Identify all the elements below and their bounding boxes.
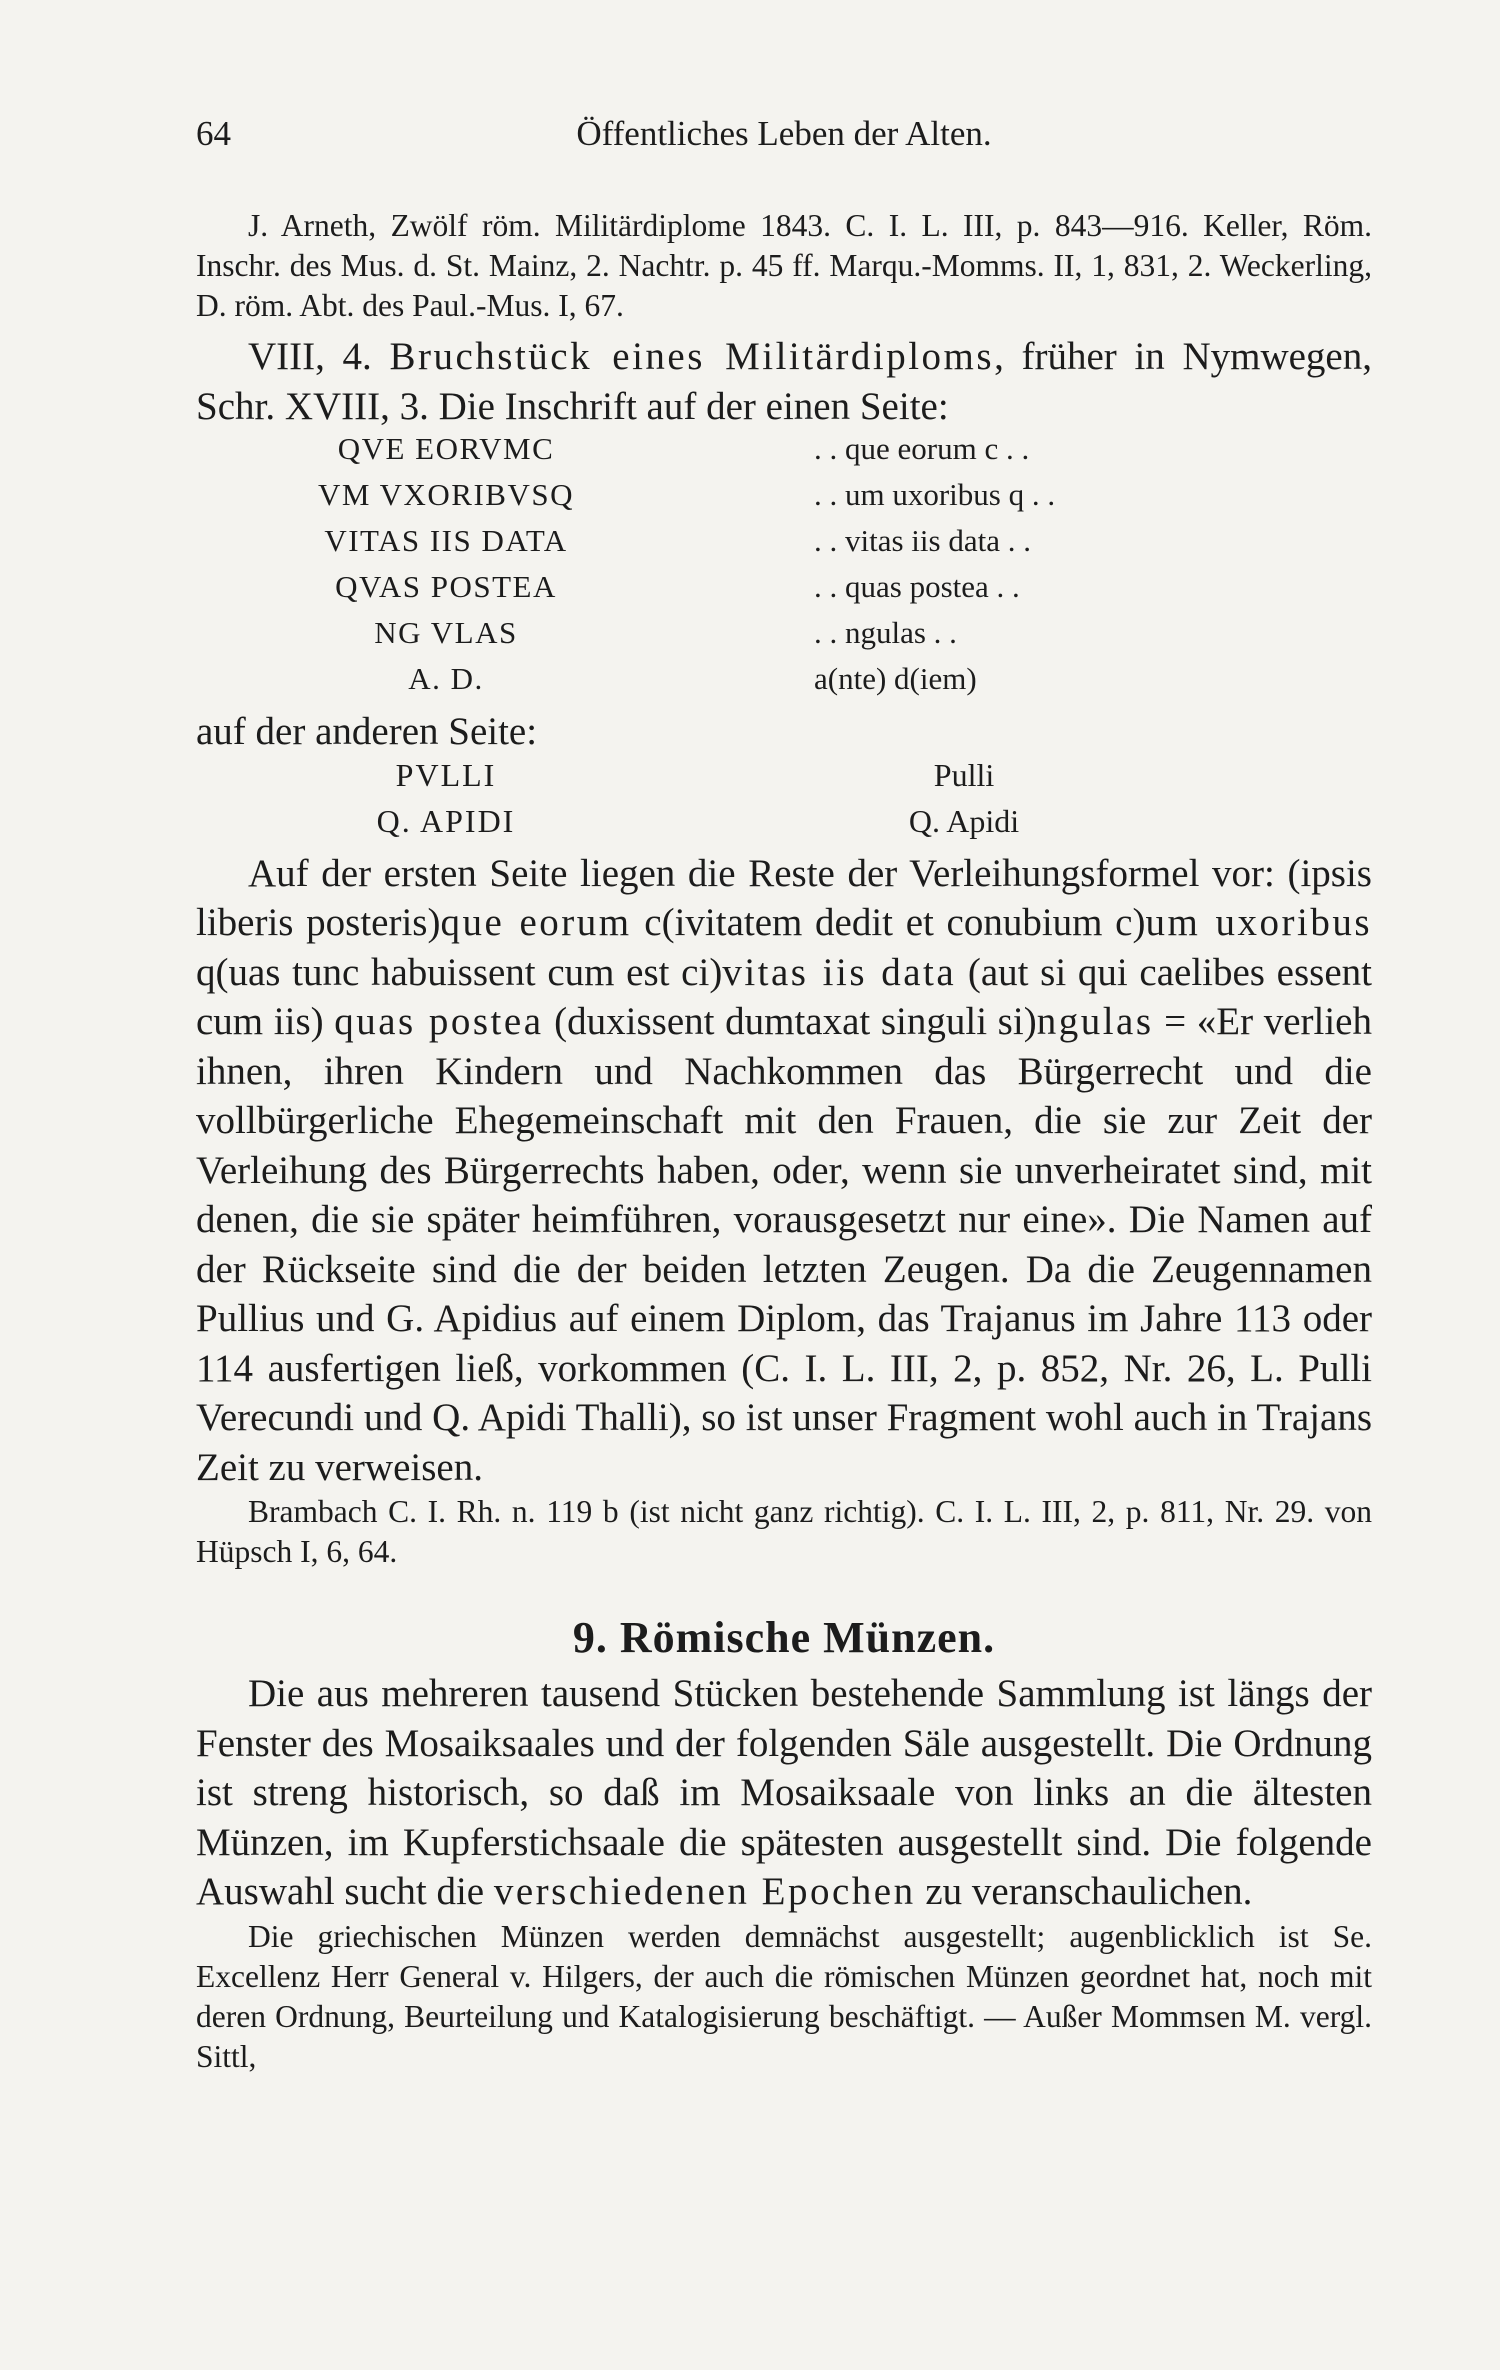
item-intro-post: , früher in Nymwegen, Schr. XVIII, 3. Die Inschrift auf der einen Seite:: [196, 335, 1372, 428]
inscription-latin: VITAS IIS DATA: [324, 523, 568, 558]
spaced-text: ngulas: [1036, 1000, 1154, 1043]
inscription-latin: QVE EORVMC: [337, 431, 555, 466]
page-number: 64: [196, 114, 231, 153]
inscription-front: [196, 431, 1372, 707]
inscription-latin: VM VXORIBVSQ: [318, 477, 574, 512]
section-heading: 9. Römische Münzen.: [572, 1613, 996, 1662]
inscription-reading: Q. Apidi: [908, 802, 1020, 839]
inscription-latin: NG VLAS: [374, 615, 518, 650]
inscription-latin: A. D.: [408, 661, 484, 696]
page-content: [196, 206, 1372, 2077]
spaced-text: quas postea: [334, 1000, 544, 1043]
inscription-line: [196, 615, 1372, 661]
inscription-reading: . . um uxoribus q . .: [814, 477, 1056, 512]
inscription-line: [196, 803, 1372, 849]
inscription-line: [196, 661, 1372, 707]
page-header: [196, 114, 1372, 164]
spaced-text: vitas iis data: [722, 950, 957, 994]
running-title: Öffentliches Leben der Alten.: [576, 114, 992, 153]
inscription-reading: . . ngulas . .: [814, 615, 957, 650]
text-run: Auf der ersten Seite liegen die Reste der Verleihungsformel vor: (ipsis liberis posteris): [196, 851, 1372, 944]
inscription-line: [196, 431, 1372, 477]
spaced-text: um uxoribus: [1145, 901, 1372, 944]
inscription-latin: PVLLI: [395, 756, 497, 793]
spaced-text: que eorum: [440, 901, 632, 944]
body-paragraph: [196, 1669, 1372, 1917]
text-run: (duxissent dumtaxat singuli si): [543, 1000, 1037, 1043]
inscription-latin: Q. APIDI: [376, 802, 516, 839]
inscription-reading: . . vitas iis data . .: [814, 523, 1031, 558]
inscription-reading: a(nte) d(iem): [814, 661, 977, 696]
item-title: Bruchstück eines Militärdiploms: [389, 335, 995, 378]
inscription-line: [196, 477, 1372, 523]
inscription-line: [196, 569, 1372, 615]
footnote: Die griechischen Münzen werden demnächst ausgestellt; augenblicklich ist Se. Excellenz Herr General v. Hilgers, der auch die römischen Münzen geordnet hat, noch mit deren Ordnung, Beurteilung und Katalogisierung beschäftigt. — Außer Mommsen M. vergl. Sittl,: [196, 1918, 1372, 2074]
inscription-reading: . . quas postea . .: [814, 569, 1020, 604]
text-run: c(ivitatem dedit et conubium c): [631, 901, 1146, 944]
inscription-reading: . . que eorum c . .: [814, 431, 1030, 466]
other-side-label: auf der anderen Seite:: [196, 710, 538, 753]
inscription-back: [196, 757, 1372, 849]
bibliography-note: J. Arneth, Zwölf röm. Militärdiplome 1843. C. I. L. III, p. 843—916. Keller, Röm. Inschr. des Mus. d. St. Mainz, 2. Nachtr. p. 45 ff. Marqu.-Momms. II, 1, 831, 2. Weckerling, D. röm. Abt. des Paul.-Mus. I, 67.: [196, 208, 1372, 323]
text-run: = «Er verlieh ihnen, ihren Kindern und Nachkommen das Bürgerrecht und die vollbürgerliche Ehegemeinschaft mit den Frauen, die sie zur Zeit der Verleihung des Bürgerrechts haben, oder, wenn sie unverheiratet sind, mit denen, die sie später heimführen, vorausgesetzt nur eine». Die Namen auf der Rückseite sind die der beiden letzten Zeugen. Da die Zeugennamen Pullius und G. Apidius auf einem Diplom, das Trajanus im Jahre 113 oder 114 ausfertigen ließ, vorkommen (C. I. L. III, 2, p. 852, Nr. 26, L. Pulli Verecundi und Q. Apidi Thalli), so ist unser Fragment wohl auch in Trajans Zeit zu verweisen.: [196, 1000, 1372, 1489]
text-run: q(uas tunc habuissent cum est ci): [196, 950, 723, 994]
item-intro: [196, 332, 1372, 431]
inscription-latin: QVAS POSTEA: [335, 569, 557, 604]
spaced-text: verschiedenen Epochen: [493, 1870, 916, 1913]
inscription-reading: Pulli: [933, 756, 995, 793]
body-paragraph: [196, 849, 1372, 1493]
text-run: zu veranschaulichen.: [915, 1870, 1253, 1913]
text-run: (aut si qui caelibes essent cum iis): [196, 950, 1372, 1043]
footnote: Brambach C. I. Rh. n. 119 b (ist nicht ganz richtig). C. I. L. III, 2, p. 811, Nr. 29. von Hüpsch I, 6, 64.: [196, 1494, 1372, 1569]
inscription-line: [196, 523, 1372, 569]
inscription-line: [196, 757, 1372, 803]
text-run: Die aus mehreren tausend Stücken bestehende Sammlung ist längs der Fenster des Mosaiksaales und der folgenden Säle ausgestellt. Die Ordnung ist streng historisch, so daß im Mosaiksaale von links an die ältesten Münzen, im Kupferstichsaale die spätesten ausgestellt sind. Die folgende Auswahl sucht die: [196, 1672, 1372, 1913]
item-intro-pre: VIII, 4.: [248, 335, 390, 378]
